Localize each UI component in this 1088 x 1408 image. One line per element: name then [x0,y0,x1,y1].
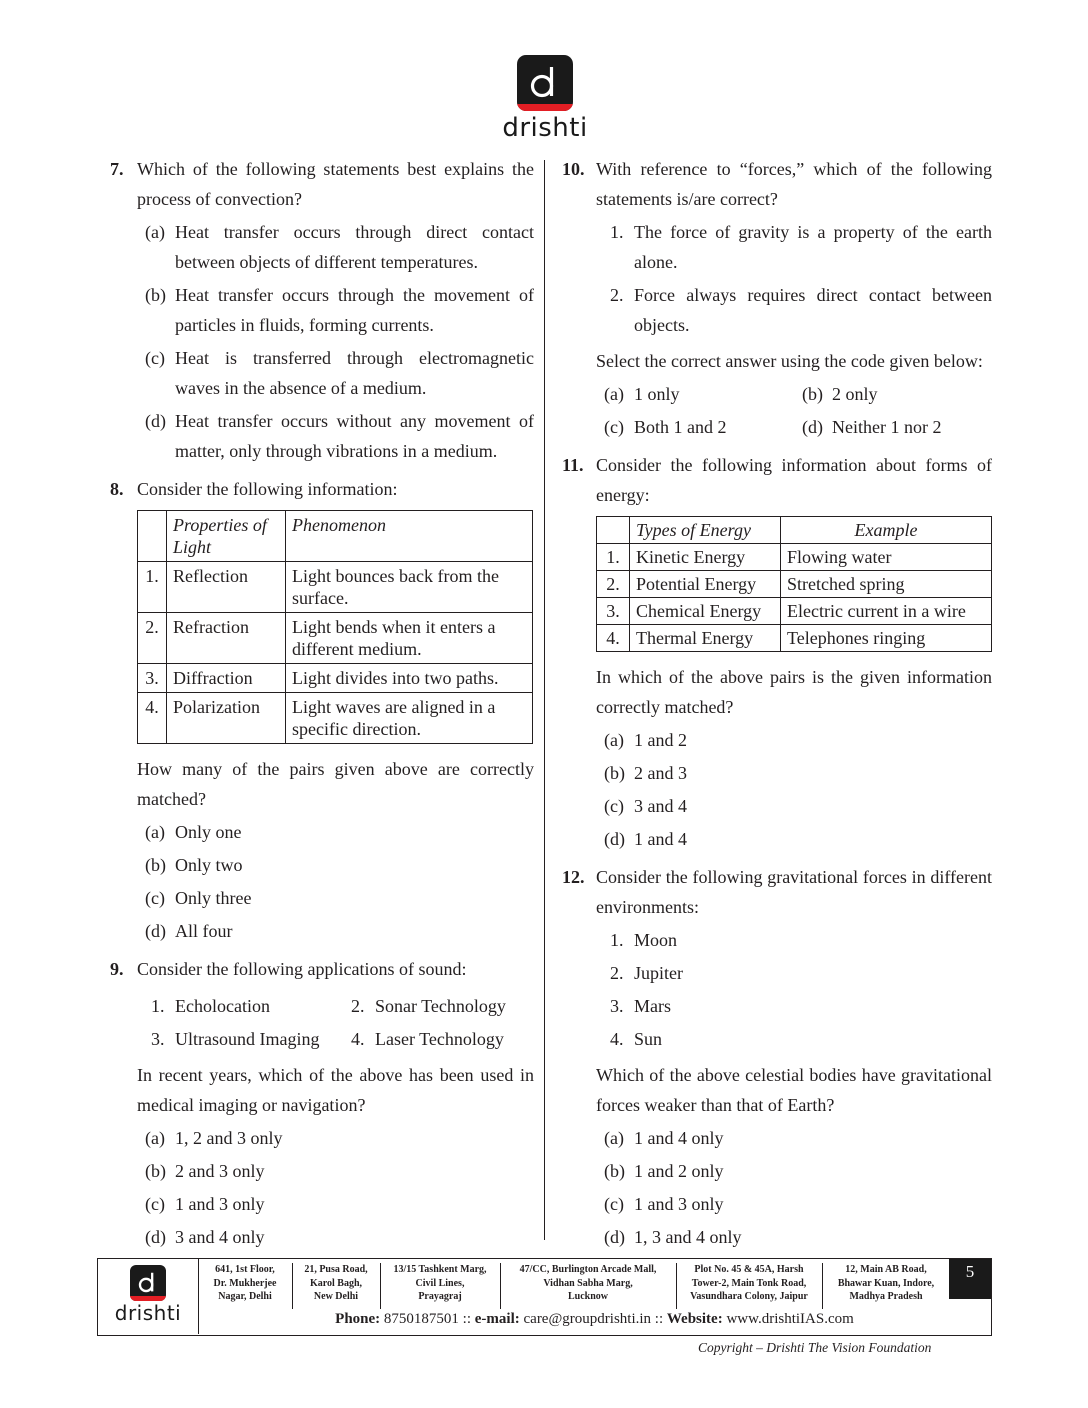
question-10 [562,154,992,442]
energy-forms-table [596,516,992,652]
question-text: In recent years, which of the above has been used in medical imaging or navigation? [137,1065,534,1115]
option-c: (c) Both 1 and 2 [604,417,727,437]
option-b: (b) Only two [145,855,243,875]
option-a: (a) 1 and 4 only [604,1128,724,1148]
question-12 [562,862,992,1252]
option-a: (a) 1 and 2 [604,730,687,750]
question-11 [562,450,992,854]
question-stem: Which of the following statements best explains the process of convection? [137,159,534,209]
table-header: Phenomenon [286,511,533,562]
address-lucknow: 47/CC, Burlington Arcade Mall, Vidhan Sabha Marg, Lucknow [519,1264,657,1302]
option-b: (b) 2 and 3 only [145,1161,265,1181]
table-row: 2. Refraction Light bends when it enters a different medium. [138,613,533,664]
table-row: 1. Reflection Light bounces back from the surface. [138,562,533,613]
table-header-row [138,511,533,562]
address-jaipur: Plot No. 45 & 45A, Harsh Tower-2, Main Tonk Road, Vasundhara Colony, Jaipur [690,1264,808,1302]
copyright-text: Copyright – Drishti The Vision Foundation [698,1340,932,1355]
option-d: (d) Neither 1 nor 2 [802,417,942,437]
option-c: (c) 1 and 3 only [145,1194,265,1214]
address-karol-bagh: 21, Pusa Road, Karol Bagh, New Delhi [304,1264,368,1302]
address-indore: 12, Main AB Road, Bhawar Kuan, Indore, Madhya Pradesh [837,1264,935,1302]
option-b: (b) 2 and 3 [604,763,687,783]
column-divider [544,160,545,1240]
question-stem: With reference to “forces,” which of the following statements is/are correct? [596,159,992,209]
question-stem: Consider the following gravitational forces in different environments: [596,867,992,917]
list-item: 1. Moon [610,930,678,950]
option-d: (d) 1, 3 and 4 only [604,1227,742,1247]
table-row: 1. Kinetic Energy Flowing water [597,544,992,571]
address-delhi-mukherjee: 641, 1st Floor, Dr. Mukherjee Nagar, Delhi [213,1264,277,1302]
question-number: 8. [110,479,124,499]
table-row: 2. Potential Energy Stretched spring [597,571,992,598]
option-c: (c) 3 and 4 [604,796,687,816]
option-b: (b) 2 only [802,384,878,404]
list-item: 4. Sun [610,1029,663,1049]
table-header: Properties of Light [167,511,286,562]
options-grid [596,376,992,442]
option-a: (a) Only one [145,822,242,842]
table-row: 4. Polarization Light waves are aligned in a specific direction. [138,693,533,744]
table-header: Types of Energy [630,517,781,544]
question-text: Select the correct answer using the code given below: [596,351,983,371]
option-c: (c) Heat is transferred through electromagnetic waves in the absence of a medium. [145,348,534,398]
question-8 [110,474,534,946]
option-d: (d) 3 and 4 only [145,1227,265,1247]
option-d: (d) Heat transfer occurs without any movement of matter, only through vibrations in a medium. [145,411,534,461]
address-prayagraj: 13/15 Tashkent Marg, Civil Lines, Prayagraj [393,1264,487,1302]
question-stem: Consider the following information: [137,479,398,499]
question-number: 7. [110,159,124,179]
question-number: 12. [562,867,585,887]
website-link[interactable]: www.drishtiIAS.com [726,1311,854,1327]
list-item: 3. Ultrasound Imaging [151,1029,320,1049]
table-header-row [597,517,992,544]
list-item: 4. Laser Technology [351,1029,504,1049]
question-stem: Consider the following information about forms of energy: [596,455,992,505]
option-a: (a) Heat transfer occurs through direct contact between objects of different temperatures. [145,222,534,272]
footer-box [97,1258,992,1336]
table-row: 4. Thermal Energy Telephones ringing [597,625,992,652]
option-c: (c) Only three [145,888,252,908]
option-c: (c) 1 and 3 only [604,1194,724,1214]
drishti-logo [497,55,593,143]
question-9 [110,954,534,1252]
right-column [562,154,992,1260]
logo-wordmark: drishti [502,113,588,143]
drishti-d-icon [130,1265,166,1301]
logo-wordmark: drishti [114,1301,182,1325]
list-item: 2. Sonar Technology [351,996,506,1016]
page-number: 5 [949,1259,991,1299]
list-item: 2. Jupiter [610,963,683,983]
option-a: (a) 1, 2 and 3 only [145,1128,283,1148]
question-text: How many of the pairs given above are correctly matched? [137,759,534,809]
footer-logo [98,1259,199,1334]
phone: 8750187501 [383,1311,459,1327]
option-b: (b) 1 and 2 only [604,1161,724,1181]
option-d: (d) All four [145,921,233,941]
list-item: 2. Force always requires direct contact between objects. [610,285,992,335]
option-d: (d) 1 and 4 [604,829,687,849]
sound-applications-list [137,988,534,1054]
table-row: 3. Diffraction Light divides into two paths. [138,664,533,693]
email-link[interactable]: care@groupdrishti.in [523,1311,652,1327]
question-text: In which of the above pairs is the given information correctly matched? [596,667,992,717]
left-column [110,154,534,1260]
question-stem: Consider the following applications of sound: [137,959,467,979]
option-a: (a) 1 only [604,384,680,404]
option-b: (b) Heat transfer occurs through the movement of particles in fluids, forming currents. [145,285,534,335]
question-number: 9. [110,959,124,979]
contact-line: Phone: 8750187501 :: e-mail: care@groupdrishti.in :: Website: www.drishtiIAS.com [335,1311,854,1327]
table-row: 3. Chemical Energy Electric current in a wire [597,598,992,625]
table-header: Example [781,517,992,544]
drishti-d-icon [517,55,573,111]
question-text: Which of the above celestial bodies have gravitational forces weaker than that of Earth? [596,1065,992,1115]
list-item: 3. Mars [610,996,671,1016]
list-item: 1. The force of gravity is a property of the earth alone. [610,222,992,272]
question-7 [110,154,534,466]
light-properties-table [137,510,533,744]
list-item: 1. Echolocation [151,996,270,1016]
question-number: 10. [562,159,585,179]
question-number: 11. [562,455,584,475]
